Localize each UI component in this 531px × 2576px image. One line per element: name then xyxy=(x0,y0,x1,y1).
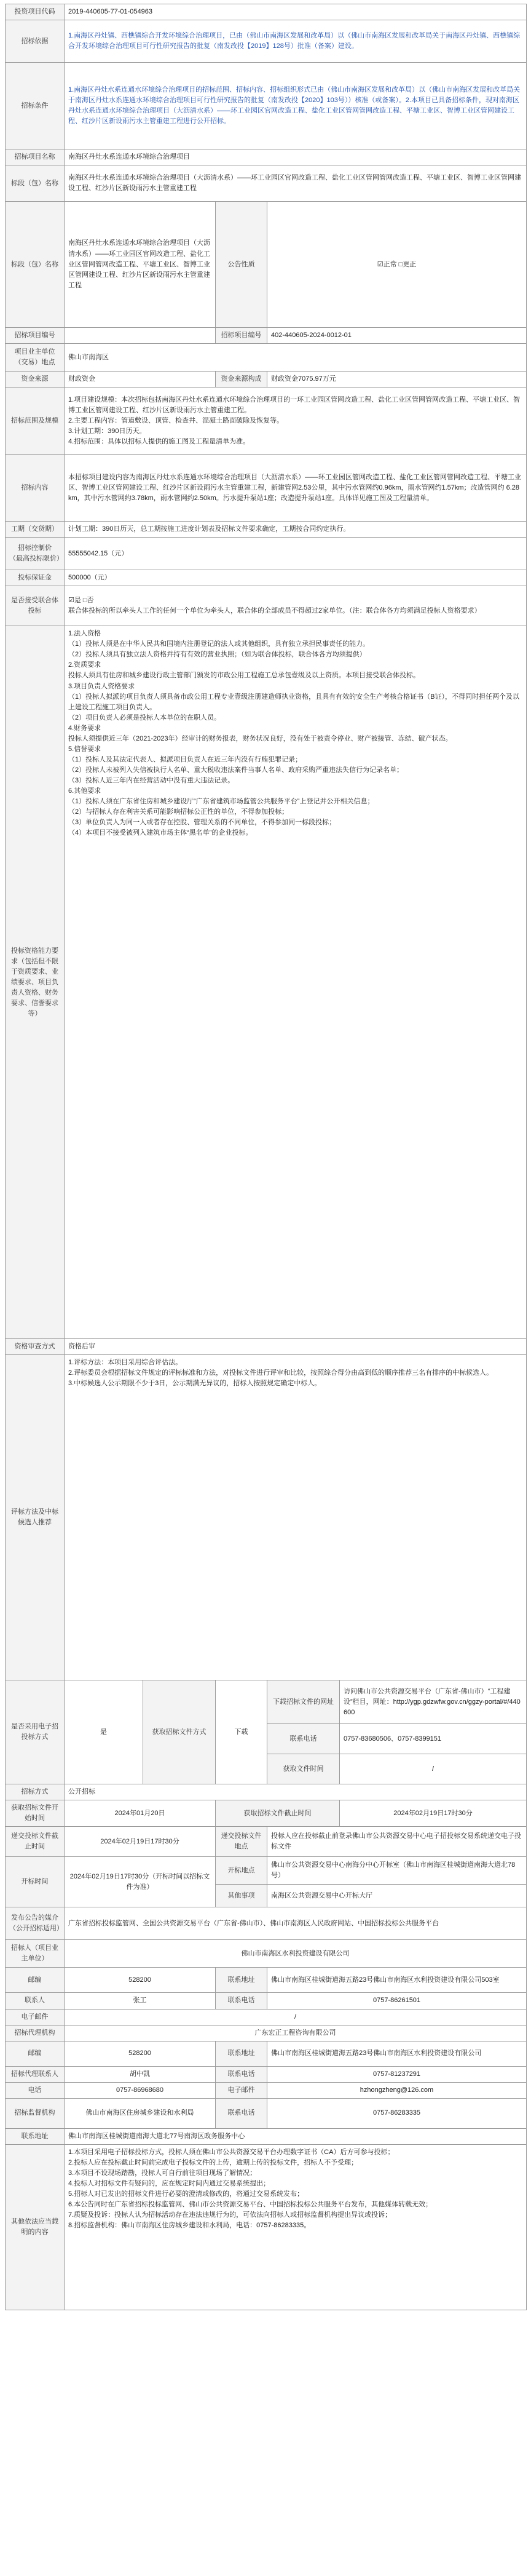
qualification-label: 投标资格能力要求（包括但不限于资质要求、业绩要求、项目负责人资格、财务要求、信誉要求等） xyxy=(6,626,65,1339)
bid-place-label: 递交投标文件地点 xyxy=(216,1827,267,1857)
project-name-label: 招标项目名称 xyxy=(6,149,65,165)
fund-ratio-value: 财政资金7075.97万元 xyxy=(267,372,527,388)
row-bid-deadline xyxy=(6,1827,527,1857)
supervisor-phone-label: 联系电话 xyxy=(216,2098,267,2128)
row-supervisor-addr xyxy=(6,2128,527,2144)
deposit-value: 500000（元） xyxy=(65,570,527,586)
consortium-text: ☑是 □否 联合体投标的所以牵头人工作的任何一个单位为牵头人，联合体的全部成员不得超过2家单位。（注：联合体各方均须满足投标人资格要求） xyxy=(65,586,527,626)
tenderee-addr-label: 联系地址 xyxy=(216,1968,267,1993)
row-qualification xyxy=(6,626,527,1339)
agency-email-label: 电子邮件 xyxy=(216,2082,267,2098)
evaluation-label: 评标方法及中标候选人推荐 xyxy=(6,1355,65,1680)
agency-fax-value: 0757-86968680 xyxy=(65,2082,216,2098)
row-agency-fax xyxy=(6,2082,527,2098)
row-agency xyxy=(6,2025,527,2041)
row-tenderee-email xyxy=(6,2009,527,2025)
opening-check-label: 其他事项 xyxy=(216,1885,267,1907)
supervisor-addr-value: 佛山市南海区桂城街道南海大道北77号南海区政务服务中心 xyxy=(65,2128,527,2144)
agency-addr-label: 联系地址 xyxy=(216,2041,267,2066)
agency-phone-label: 联系电话 xyxy=(216,2066,267,2082)
period-label: 工期（交货期） xyxy=(6,522,65,538)
doc-end-value: 2024年02月19日17时30分 xyxy=(340,1800,527,1827)
bid-section-label: 标段（包）名称 xyxy=(6,202,65,328)
row-tenderee-zip xyxy=(6,1968,527,1993)
consortium-label: 是否接受联合体投标 xyxy=(6,586,65,626)
electronic-value: 是 xyxy=(65,1680,143,1784)
ceiling-value: 55555042.15（元） xyxy=(65,538,527,570)
row-scale xyxy=(6,388,527,455)
agency-zip-label: 邮编 xyxy=(6,2041,65,2066)
row-tenderee xyxy=(6,1940,527,1968)
row-condition xyxy=(6,63,527,149)
row-deposit xyxy=(6,570,527,586)
elec-contact-value: 0757-83680506、0757-8399151 xyxy=(340,1724,527,1754)
tenderee-addr-value: 佛山市南海区桂城街道海五路23号佛山市南海区水利投资建设有限公司503室 xyxy=(267,1968,527,1993)
row-supervisor xyxy=(6,2098,527,2128)
tenderee-label: 招标人（项目业主单位） xyxy=(6,1940,65,1968)
row-ceiling xyxy=(6,538,527,570)
agency-zip-value: 528200 xyxy=(65,2041,216,2066)
file-url-label: 下载招标文件的网址 xyxy=(267,1680,340,1724)
row-fund xyxy=(6,372,527,388)
electronic-label: 是否采用电子招投标方式 xyxy=(6,1680,65,1784)
notes-label: 其他依法应当载明的内容 xyxy=(6,2144,65,2310)
row-review xyxy=(6,1339,527,1355)
agency-value: 广东宏正工程咨询有限公司 xyxy=(65,2025,527,2041)
agency-fax-label: 电话 xyxy=(6,2082,65,2098)
row-bid-section xyxy=(6,202,527,328)
opening-place-label: 开标地点 xyxy=(216,1857,267,1885)
scale-label: 招标范围及规模 xyxy=(6,388,65,455)
doc-start-label: 获取招标文件开始时间 xyxy=(6,1800,65,1827)
notice-type-label: 公告性质 xyxy=(216,202,267,328)
agency-email-value[interactable]: hzhongzheng@126.com xyxy=(267,2082,527,2098)
supervisor-value: 佛山市南海区住房城乡建设和水利局 xyxy=(65,2098,216,2128)
basis-text: 1.南海区丹灶镇、西樵镇综合开发环境综合治理项目，已由（佛山市南海区发展和改革局）以（佛山市南海区发展和改革局关于南海区丹灶镇、西樵镇综合开发环境综合治理项目可行性研究报告的批复（南发改投【2019】128号）批准（备案）建设。 xyxy=(65,20,527,63)
agency-person-label: 招标代理联系人 xyxy=(6,2066,65,2082)
bid-deadline-value: 2024年02月19日17时30分 xyxy=(65,1827,216,1857)
tenderee-phone-label: 联系电话 xyxy=(216,1993,267,2009)
agency-addr-value: 佛山市南海区桂城街道海五路23号佛山市南海区水利投资建设有限公司 xyxy=(267,2041,527,2066)
owner-label: 项目业主单位 （交易）地点 xyxy=(6,344,65,372)
tenderee-zip-label: 邮编 xyxy=(6,1968,65,1993)
platform-value: 广东省招标投标监管网、全国公共资源交易平台（广东省-佛山市）、佛山市南海区人民政府网站、中国招标投标公共服务平台 xyxy=(65,1907,527,1940)
signup-method-value: 公开招标 xyxy=(65,1784,527,1800)
tenderee-person-label: 联系人 xyxy=(6,1993,65,2009)
agency-person-value: 胡中凯 xyxy=(65,2066,216,2082)
owner-value: 佛山市南海区 xyxy=(65,344,527,372)
agency-label: 招标代理机构 xyxy=(6,2025,65,2041)
tenderee-person-value: 张工 xyxy=(65,1993,216,2009)
review-value: 资格后审 xyxy=(65,1339,527,1355)
approval-label: 招标项目编号 xyxy=(6,328,65,344)
ceiling-label: 招标控制价 （最高投标限价） xyxy=(6,538,65,570)
tenderee-email-label: 电子邮件 xyxy=(6,2009,65,2025)
approval-code-value: 402-440605-2024-0012-01 xyxy=(267,328,527,344)
doc-end-label: 获取招标文件截止时间 xyxy=(216,1800,340,1827)
project-no-label: 投资项目代码 xyxy=(6,4,65,20)
evaluation-text: 1.评标方法：本项目采用综合评估法。 2.评标委员会根据招标文件规定的评标标准和方法，对投标文件进行评审和比较，按照综合得分由高到低的顺序推荐三名有排序的中标候选人。 3.中标候选人公示期限不少于3日，公示期满无异议的，招标人按照规定确定中标人。 xyxy=(65,1355,527,1680)
row-signup-method xyxy=(6,1784,527,1800)
notes-text: 1.本项目采用电子招标投标方式，投标人须在佛山市公共资源交易平台办理数字证书（CA）后方可参与投标； 2.投标人应在投标截止时间前完成电子投标文件的上传，逾期上传的投标文件，招标人不予受理； 3.本项目不设现场踏勘，投标人可自行前往项目现场了解情况； 4.投标人对招标文件有疑问的，应在规定时间内通过交易系统提出； 5.招标人对已发出的招标文件进行必要的澄清或修改的，将通过交易系统发布； 6.本公告同时在广东省招标投标监管网、佛山市公共资源交易平台、中国招标投标公共服务平台发布，其他媒体转载无效； 7.质疑及投诉：投标人认为招标活动存在违法违规行为的，可依法向招标人或招标监督机构提出异议或投诉； 8.招标监督机构：佛山市南海区住房城乡建设和水利局，电话：0757-86283335。 xyxy=(65,2144,527,2310)
row-approval xyxy=(6,328,527,344)
fund-ratio-label: 资金来源构成 xyxy=(216,372,267,388)
deposit-label: 投标保证金 xyxy=(6,570,65,586)
scale-text: 1.项目建设规模：本次招标包括南海区丹灶水系连通水环境综合治理项目的一环工业园区管网改造工程、盐化工业区管网管网改造工程、平塘工业区、智博工业区管网建设工程、红沙片区新设雨污水主管重建工程。 2.主要工程内容：管道敷设、顶管、检查井、混凝土路面破除及恢复等。 3.计划工期：390日历天。 4.招标范围：具体以招标人提供的施工图及工程量清单为准。 xyxy=(65,388,527,455)
row-agency-person xyxy=(6,2066,527,2082)
qualification-text: 1.法人资格 （1）投标人须是在中华人民共和国境内注册登记的法人或其他组织，具有独立承担民事责任的能力。 （2）投标人须具有独立法人资格并持有有效的营业执照；（如为联合体投标，联合体各方均须提供） 2.资质要求 投标人须具有住房和城乡建设行政主管部门颁发的市政公用工程施工总承包壹级及以上资质。本项目接受联合体投标。 3.项目负责人资格要求 （1）投标人拟派的项目负责人须具备市政公用工程专业壹级注册建造师执业资格，且具有有效的安全生产考核合格证书（B证），不得同时担任两个及以上建设工程施工项目负责人。 （2）项目负责人必须是投标人本单位的在职人员。 4.财务要求 投标人须提供近三年（2021-2023年）经审计的财务报表，财务状况良好，没有处于被责令停业、财产被接管、冻结、破产状态。 5.信誉要求 （1）投标人及其法定代表人、拟派项目负责人在近三年内没有行贿犯罪记录； （2）投标人未被列入失信被执行人名单、重大税收违法案件当事人名单、政府采购严重违法失信行为记录名单； （3）投标人近三年内在经营活动中没有重大违法记录。 6.其他要求 （1）投标人须在广东省住房和城乡建设厅“广东省建筑市场监管公共服务平台”上登记并公开相关信息； （2）与招标人存在利害关系可能影响招标公正性的单位，不得参加投标； （3）单位负责人为同一人或者存在控股、管理关系的不同单位，不得参加同一标段投标； （4）本项目不接受被列入建筑市场主体“黑名单”的企业投标。 xyxy=(65,626,527,1339)
row-opening-1 xyxy=(6,1857,527,1885)
row-project-name xyxy=(6,149,527,165)
section-name-label: 标段（包）名称 xyxy=(6,165,65,202)
tenderee-value: 佛山市南海区水利投资建设有限公司 xyxy=(65,1940,527,1968)
bid-place-value: 投标人应在投标截止前登录佛山市公共资源交易中心电子招投标交易系统递交电子投标文件 xyxy=(267,1827,527,1857)
row-doc-period xyxy=(6,1800,527,1827)
file-url-value[interactable]: 访问佛山市公共资源交易平台（广东省-佛山市）“工程建设”栏目，网址：http://ygp.gdzwfw.gov.cn/ggzy-portal/#/440600 xyxy=(340,1680,527,1724)
tenderee-phone-value: 0757-86261501 xyxy=(267,1993,527,2009)
row-section-name xyxy=(6,165,527,202)
elec-doc-label: 获取文件时间 xyxy=(267,1754,340,1784)
content-label: 招标内容 xyxy=(6,455,65,522)
row-evaluation xyxy=(6,1355,527,1680)
supervisor-phone-value: 0757-86283335 xyxy=(267,2098,527,2128)
row-electronic-1 xyxy=(6,1680,527,1724)
row-content xyxy=(6,455,527,522)
opening-place-value: 佛山市公共资源交易中心南海分中心开标室（佛山市南海区桂城街道南海大道北78号） xyxy=(267,1857,527,1885)
platform-label: 发布公告的媒介（公开招标适用） xyxy=(6,1907,65,1940)
bid-section-value: 南海区丹灶水系连通水环境综合治理项目（大沥清水系）——环工业园区官网改造工程、盐化工业区管网管网改造工程、平塘工业区、智博工业区管网建设工程、红沙片区新设雨污水主管重建工程 xyxy=(65,202,216,328)
row-project-no xyxy=(6,4,527,20)
content-text: 本招标项目建设内容为南海区丹灶水系连通水环境综合治理项目（大沥清水系）——环工业园区管网改造工程、盐化工业区管网管网改造工程、平塘工业区、智博工业区管网建设工程、红沙片区新设雨污水主管重建工程，新建管网2.53公里，其中污水管网约0.96km，雨水管网约1.57km；改造管网约 6.28km，其中污水管网约3.78km，雨水管网约2.50km。污水提升泵站1座；改造提升泵站1座。具体详见施工图及工程量清单。 xyxy=(65,455,527,522)
project-no-value: 2019-440605-77-01-054963 xyxy=(65,4,527,20)
opening-value: 2024年02月19日17时30分（开标时间以招标文件为准） xyxy=(65,1857,216,1907)
condition-label: 招标条件 xyxy=(6,63,65,149)
basis-label: 招标依据 xyxy=(6,20,65,63)
elec-contact-label: 联系电话 xyxy=(267,1724,340,1754)
get-doc-value: 下载 xyxy=(216,1680,267,1784)
row-platform xyxy=(6,1907,527,1940)
agency-phone-value: 0757-81237291 xyxy=(267,2066,527,2082)
approval-value xyxy=(65,328,216,344)
row-basis xyxy=(6,20,527,63)
supervisor-addr-label: 联系地址 xyxy=(6,2128,65,2144)
tenderee-email-value: / xyxy=(65,2009,527,2025)
opening-label: 开标时间 xyxy=(6,1857,65,1907)
bid-deadline-label: 递交投标文件截止时间 xyxy=(6,1827,65,1857)
approval-code-label: 招标项目编号 xyxy=(216,328,267,344)
project-name-value: 南海区丹灶水系连通水环境综合治理项目 xyxy=(65,149,527,165)
doc-start-value: 2024年01月20日 xyxy=(65,1800,216,1827)
row-tenderee-person xyxy=(6,1993,527,2009)
period-value: 计划工期：390日历天，总工期按施工进度计划表及招标文件要求确定，工期按合同约定执行。 xyxy=(65,522,527,538)
get-doc-label: 获取招标文件方式 xyxy=(143,1680,216,1784)
row-agency-zip xyxy=(6,2041,527,2066)
notice-table xyxy=(5,4,527,2310)
supervisor-label: 招标监督机构 xyxy=(6,2098,65,2128)
row-owner xyxy=(6,344,527,372)
fund-source-value: 财政资金 xyxy=(65,372,216,388)
notice-type-value: ☑正常 □更正 xyxy=(267,202,527,328)
condition-text: 1.南海区丹灶水系连通水环境综合治理项目的招标范围、招标内容、招标组织形式已由（佛山市南海区发展和改革局）以（佛山市南海区发展和改革局关于南海区丹灶水系连通水环境综合治理项目可行性研究报告的批复（南发改投【2020】103号））核准（或备案）。2.本项目已具备招标条件，现对南海区丹灶水系连通水环境综合治理项目（大沥清水系）——环工业园区官网改造工程、盐化工业区管网管网改造工程、平塘工业区、智博工业区管网建设工程、红沙片区新设雨污水主管重建工程进行公开招标。 xyxy=(65,63,527,149)
elec-doc-value: / xyxy=(340,1754,527,1784)
row-consortium xyxy=(6,586,527,626)
opening-check-value: 南海区公共资源交易中心开标大厅 xyxy=(267,1885,527,1907)
signup-method-label: 招标方式 xyxy=(6,1784,65,1800)
row-notes xyxy=(6,2144,527,2310)
row-period xyxy=(6,522,527,538)
fund-source-label: 资金来源 xyxy=(6,372,65,388)
tenderee-zip-value: 528200 xyxy=(65,1968,216,1993)
section-name-value: 南海区丹灶水系连通水环境综合治理项目（大沥清水系）——环工业园区官网改造工程、盐化工业区管网管网改造工程、平塘工业区、智博工业区管网建设工程、红沙片区新设雨污水主管重建工程 xyxy=(65,165,527,202)
review-label: 资格审查方式 xyxy=(6,1339,65,1355)
